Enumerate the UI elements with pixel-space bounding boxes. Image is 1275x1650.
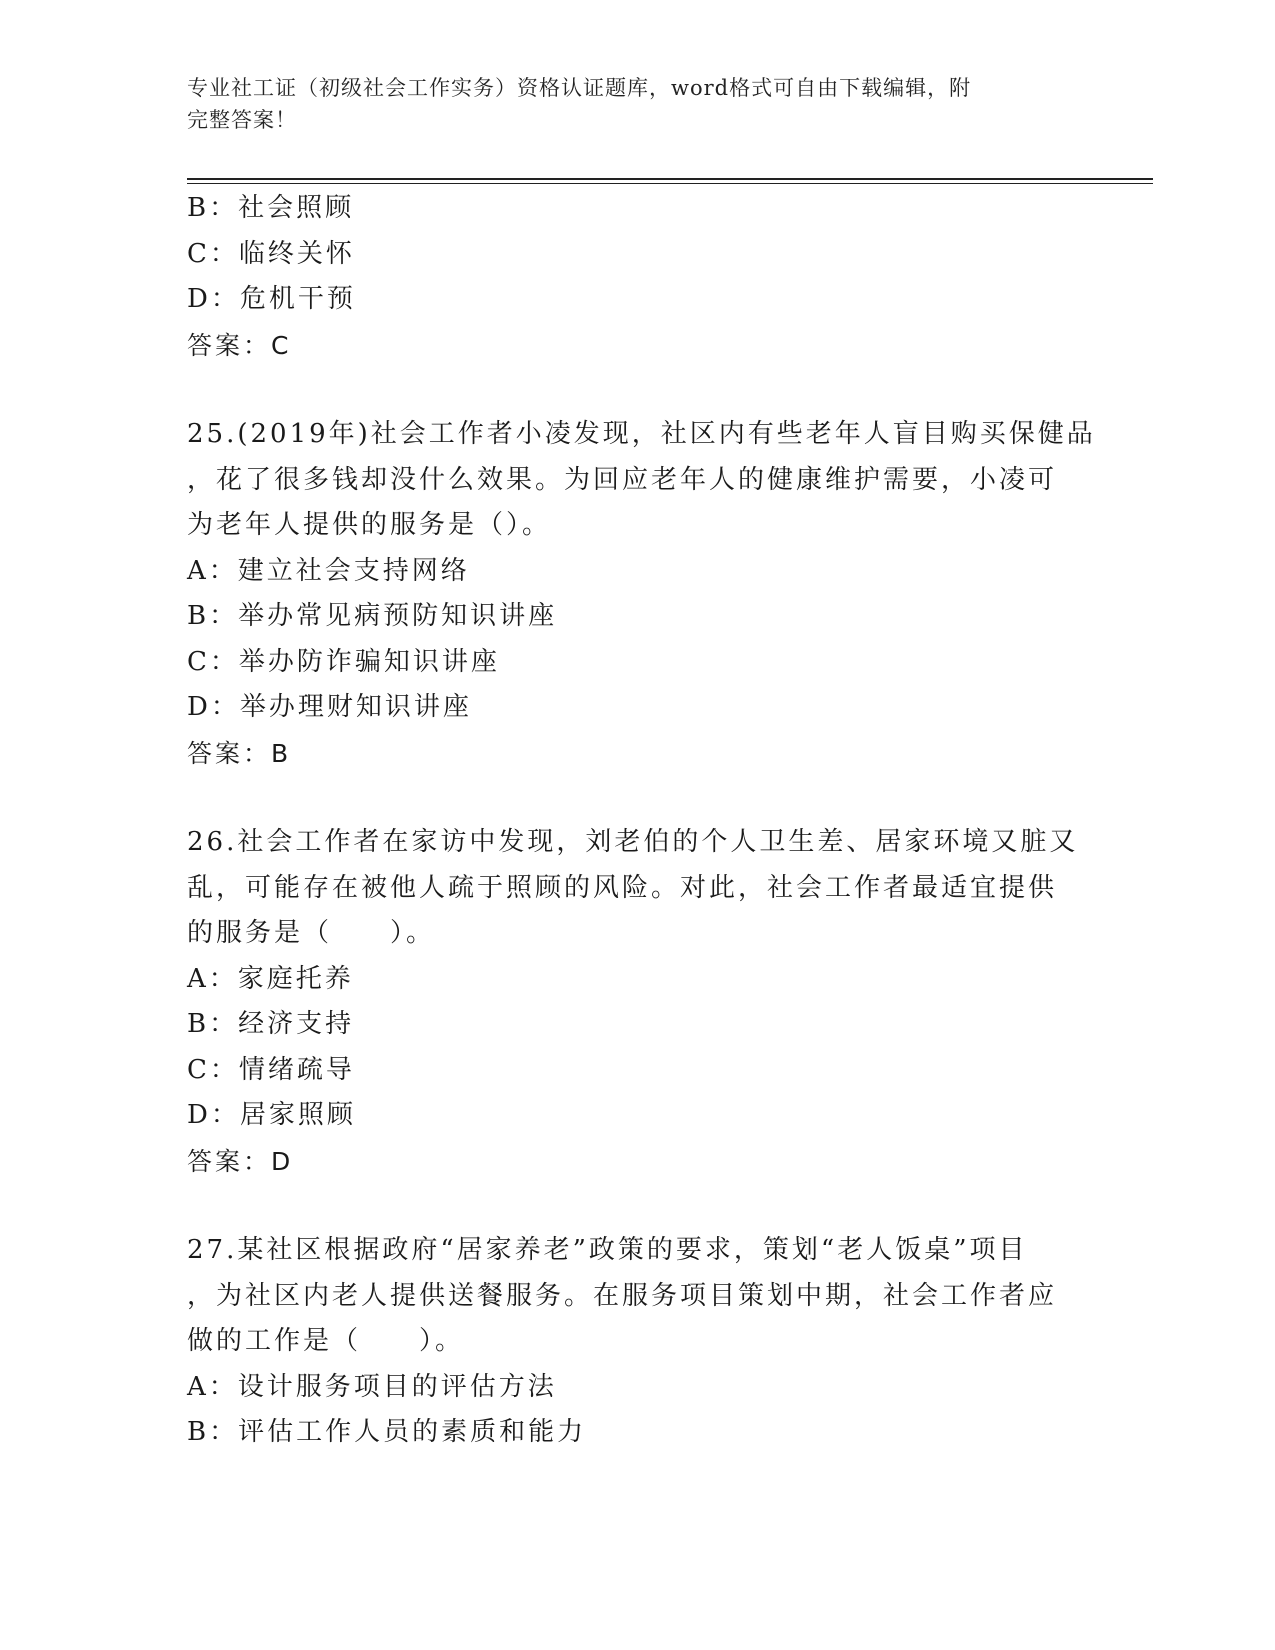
answer: 答案：D bbox=[187, 1146, 294, 1176]
header-line-2: 完整答案！ bbox=[187, 108, 297, 132]
header-rule-thick bbox=[187, 178, 1153, 180]
option-b: B：社会照顾 bbox=[187, 193, 355, 223]
header-line-1: 专业社工证（初级社会工作实务）资格认证题库，word格式可自由下载编辑，附 bbox=[187, 76, 972, 100]
option-b: B：举办常见病预防知识讲座 bbox=[187, 601, 558, 631]
question-list bbox=[187, 186, 1096, 1456]
question-gap bbox=[187, 368, 1087, 412]
option-d: D：危机干预 bbox=[187, 284, 356, 314]
option-a: A：设计服务项目的评估方法 bbox=[187, 1371, 557, 1402]
option-b: B：评估工作人员的素质和能力 bbox=[187, 1417, 587, 1447]
question-stem-line: 26.社会工作者在家访中发现，刘老伯的个人卫生差、居家环境又脏又 bbox=[187, 827, 1079, 857]
option-c: C：临终关怀 bbox=[187, 238, 355, 269]
question-27 bbox=[187, 1228, 1087, 1456]
option-b: B：经济支持 bbox=[187, 1009, 355, 1039]
question-gap bbox=[187, 776, 1087, 820]
question-stem-line: 27.某社区根据政府“居家养老”政策的要求，策划“老人饭桌”项目 bbox=[187, 1235, 1028, 1265]
page-header bbox=[187, 72, 1067, 136]
option-d: D：举办理财知识讲座 bbox=[187, 692, 472, 722]
option-c: C：情绪疏导 bbox=[187, 1054, 355, 1085]
question-25 bbox=[187, 412, 1096, 776]
answer: 答案：C bbox=[187, 330, 292, 360]
answer: 答案：B bbox=[187, 738, 292, 768]
option-d: D：居家照顾 bbox=[187, 1100, 356, 1130]
header-rule-thin bbox=[187, 183, 1153, 184]
question-26 bbox=[187, 820, 1087, 1184]
option-c: C：举办防诈骗知识讲座 bbox=[187, 646, 500, 677]
question-gap bbox=[187, 1184, 1087, 1228]
question-stem-line: 乱，可能存在被他人疏于照顾的风险。对此，社会工作者最适宜提供 bbox=[187, 872, 1058, 903]
option-a: A：建立社会支持网络 bbox=[187, 555, 470, 586]
question-stem-line: ，为社区内老人提供送餐服务。在服务项目策划中期，社会工作者应 bbox=[187, 1280, 1058, 1311]
question-stem-line: 的服务是（ ）。 bbox=[187, 918, 436, 948]
question-stem-line: 25.(2019年)社会工作者小凌发现，社区内有些老年人盲目购买保健品 bbox=[187, 419, 1096, 449]
question-24 bbox=[187, 186, 1087, 368]
question-stem-line: 为老年人提供的服务是（）。 bbox=[187, 510, 552, 540]
question-stem-line: ，花了很多钱却没什么效果。为回应老年人的健康维护需要，小凌可 bbox=[187, 464, 1058, 495]
question-stem-line: 做的工作是（ ）。 bbox=[187, 1326, 465, 1356]
option-a: A：家庭托养 bbox=[187, 963, 354, 994]
